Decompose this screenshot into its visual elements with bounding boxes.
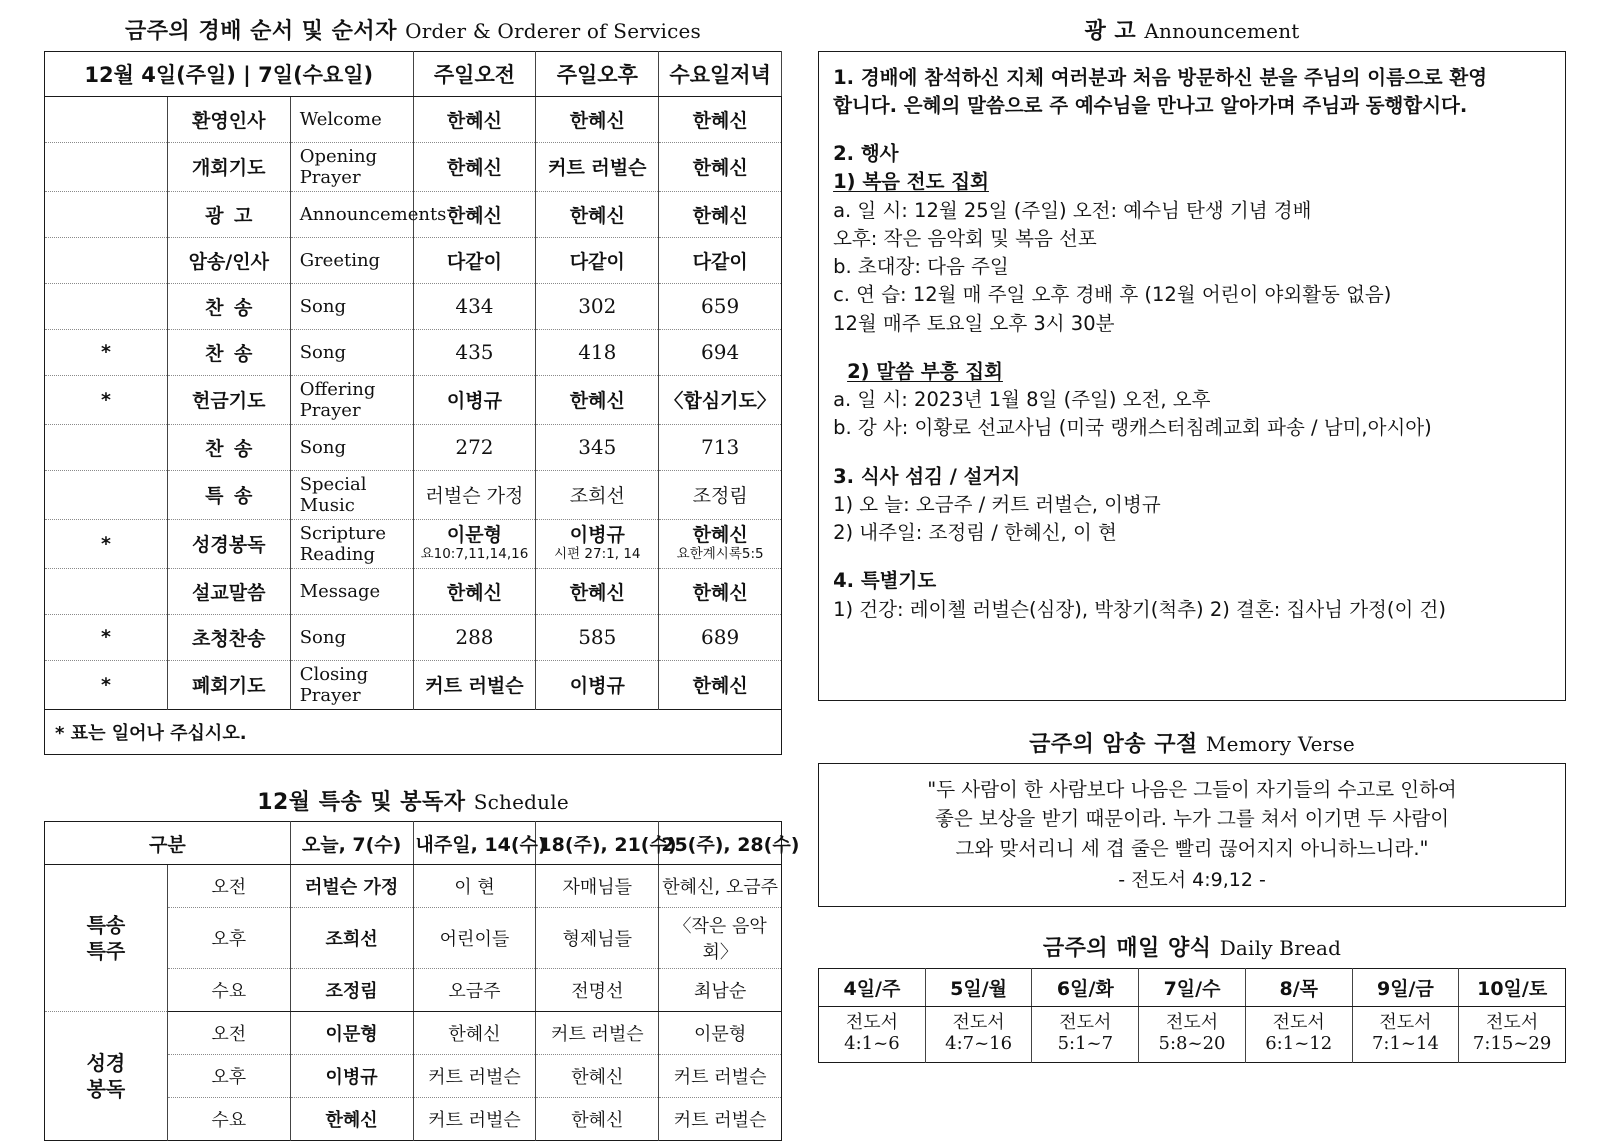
announcement-item-2-heading: 2. 행사 [833, 140, 1551, 168]
order-row-label-ko: 환영인사 [167, 96, 290, 142]
schedule-header-cell: 18(주), 21(수) [536, 822, 659, 865]
order-row-value: 435 [413, 329, 536, 375]
order-row [45, 191, 782, 237]
order-row-value: 345 [536, 424, 659, 470]
daily-bread-day-header: 5일/월 [925, 968, 1032, 1006]
order-row-value: 커트 러벌슨 [536, 142, 659, 191]
order-row-value: 이병규 [413, 375, 536, 424]
schedule-time-label: 오전 [167, 865, 290, 908]
schedule-cell: 자매님들 [536, 865, 659, 908]
order-table-body [45, 96, 782, 709]
order-row-value: 한혜신 [413, 96, 536, 142]
announcement-item-1 [833, 64, 1551, 92]
daily-bread-day-header: 4일/주 [819, 968, 926, 1006]
order-row-standing-mark [45, 424, 168, 470]
memory-verse-line-1: "두 사람이 한 사람보다 나음은 그들이 자기들의 수고로 인하여 [829, 775, 1555, 804]
schedule-time-label: 수요 [167, 969, 290, 1012]
order-row [45, 519, 782, 568]
daily-bread-book: 전도서 [1355, 1012, 1457, 1034]
order-row-standing-mark [45, 191, 168, 237]
announcement-item-1-line-2: 합니다. 은혜의 말씀으로 주 예수님을 만나고 알아가며 주님과 동행합시다. [833, 92, 1551, 120]
order-row-label-en: Song [290, 329, 413, 375]
announcement-sub-2-heading: 2) 말씀 부흥 집회 [847, 358, 1551, 386]
order-row-value: 418 [536, 329, 659, 375]
order-row-label-en: Scripture Reading [290, 519, 413, 568]
order-row-standing-mark [45, 470, 168, 519]
schedule-group-label: 성경 봉독 [45, 1012, 168, 1141]
schedule-cell: 한혜신 [536, 1055, 659, 1098]
schedule-time-label: 오후 [167, 908, 290, 969]
order-footnote: * 표는 일어나 주십시오. [45, 709, 782, 754]
memory-verse-reference: - 전도서 4:9,12 - [829, 866, 1555, 895]
announcement-title [818, 18, 1566, 46]
memory-verse-line-3: 그와 맞서리니 세 겹 줄은 빨리 끊어지지 아니하느니라." [829, 834, 1555, 863]
daily-bread-verse: 4:1~6 [821, 1033, 923, 1055]
order-row-label-en: Greeting [290, 237, 413, 283]
daily-bread-verse: 5:1~7 [1034, 1033, 1136, 1055]
announcement-box [818, 51, 1566, 701]
order-row-standing-mark: * [45, 614, 168, 660]
order-row-standing-mark: * [45, 660, 168, 709]
daily-bread-title-ko: 금주의 매일 양식 [1043, 936, 1212, 961]
order-row-value: 한혜신 [536, 375, 659, 424]
order-row-label-en: Song [290, 283, 413, 329]
order-row-value: 302 [536, 283, 659, 329]
schedule-table [44, 821, 782, 1141]
order-row-standing-mark [45, 283, 168, 329]
order-row-label-en: Special Music [290, 470, 413, 519]
schedule-cell: 커트 러벌슨 [536, 1012, 659, 1055]
daily-bread-reading-row [819, 1006, 1566, 1062]
order-row [45, 142, 782, 191]
schedule-header-cell: 구분 [45, 822, 291, 865]
daily-bread-book: 전도서 [1034, 1012, 1136, 1034]
order-row-value: 다같이 [536, 237, 659, 283]
order-row-value: 한혜신 [659, 142, 782, 191]
order-row-label-ko: 광고 [167, 191, 290, 237]
schedule-title [44, 789, 782, 817]
order-row-value: 한혜신 [536, 568, 659, 614]
order-row-label-en: Welcome [290, 96, 413, 142]
announcement-sub-1-c2: 12월 매주 토요일 오후 3시 30분 [833, 310, 1551, 338]
schedule-section [44, 789, 782, 1141]
order-row-value: 한혜신 [536, 191, 659, 237]
daily-bread-reading-cell [1245, 1006, 1352, 1062]
order-row-value: 조희선 [536, 470, 659, 519]
order-row-value: 다같이 [659, 237, 782, 283]
order-row-value: 한혜신 [413, 568, 536, 614]
announcement-item-1-line-1: 경배에 참석하신 지체 여러분과 처음 방문하신 분을 주님의 이름으로 환영 [861, 66, 1487, 89]
order-row-label-en: Closing Prayer [290, 660, 413, 709]
schedule-cell: 한혜신, 오금주 [659, 865, 782, 908]
daily-bread-day-header: 9일/금 [1352, 968, 1459, 1006]
order-row-label-ko: 개회기도 [167, 142, 290, 191]
daily-bread-table [818, 968, 1566, 1063]
order-row-label-ko: 설교말씀 [167, 568, 290, 614]
daily-bread-reading-cell [819, 1006, 926, 1062]
announcement-spacer-4 [833, 547, 1551, 567]
schedule-cell: 커트 러벌슨 [413, 1055, 536, 1098]
schedule-cell: 한혜신 [413, 1012, 536, 1055]
order-row [45, 283, 782, 329]
schedule-cell: 러벌슨 가정 [290, 865, 413, 908]
schedule-cell: 〈작은 음악회〉 [659, 908, 782, 969]
announcement-item-4-heading: 4. 특별기도 [833, 567, 1551, 595]
order-row-value: 〈합심기도〉 [659, 375, 782, 424]
schedule-title-ko: 12월 특송 및 봉독자 [257, 790, 465, 815]
memory-verse-line-2: 좋은 보상을 받기 때문이라. 누가 그를 쳐서 이기면 두 사람이 [829, 804, 1555, 833]
announcement-item-3-line-2: 2) 내주일: 조정림 / 한혜신, 이 현 [833, 519, 1551, 547]
order-row-value: 한혜신 [413, 191, 536, 237]
announcement-sub-1-a2: 오후: 작은 음악회 및 복음 선포 [833, 225, 1551, 253]
order-row-standing-mark [45, 142, 168, 191]
announcement-title-en: Announcement [1144, 19, 1299, 43]
daily-bread-book: 전도서 [1248, 1012, 1350, 1034]
order-row-label-ko: 찬송 [167, 424, 290, 470]
daily-bread-day-header: 6일/화 [1032, 968, 1139, 1006]
order-header-sun-pm: 주일오후 [536, 51, 659, 96]
order-row-label-en: Message [290, 568, 413, 614]
order-row [45, 470, 782, 519]
schedule-cell: 형제님들 [536, 908, 659, 969]
order-row-value: 한혜신 요한계시록5:5 [659, 519, 782, 568]
order-row-label-en: Opening Prayer [290, 142, 413, 191]
daily-bread-verse: 5:8~20 [1141, 1033, 1243, 1055]
daily-bread-reading-cell [1139, 1006, 1246, 1062]
order-row-value: 272 [413, 424, 536, 470]
daily-bread-reading-cell [925, 1006, 1032, 1062]
order-row [45, 329, 782, 375]
daily-bread-verse: 7:15~29 [1461, 1033, 1563, 1055]
order-row-label-en: Song [290, 614, 413, 660]
schedule-row [45, 865, 782, 908]
schedule-cell: 이문형 [659, 1012, 782, 1055]
order-row-standing-mark [45, 96, 168, 142]
order-row-value: 한혜신 [659, 568, 782, 614]
order-row-value: 713 [659, 424, 782, 470]
daily-bread-title [818, 935, 1566, 963]
order-row [45, 568, 782, 614]
order-row-label-ko: 특송 [167, 470, 290, 519]
order-row [45, 96, 782, 142]
order-header-sun-am: 주일오전 [413, 51, 536, 96]
order-row-standing-mark: * [45, 329, 168, 375]
order-row [45, 424, 782, 470]
schedule-cell: 조희선 [290, 908, 413, 969]
schedule-cell: 커트 러벌슨 [413, 1098, 536, 1141]
order-footnote-row [45, 709, 782, 754]
order-header-wed-pm: 수요일저녁 [659, 51, 782, 96]
schedule-cell: 이문형 [290, 1012, 413, 1055]
schedule-table-head [45, 822, 782, 865]
order-table-head [45, 51, 782, 96]
order-row-label-ko: 폐회기도 [167, 660, 290, 709]
order-row-value: 러벌슨 가정 [413, 470, 536, 519]
order-row [45, 614, 782, 660]
order-row-label-en: Offering Prayer [290, 375, 413, 424]
daily-bread-title-en: Daily Bread [1220, 936, 1341, 960]
order-row-value: 한혜신 [659, 191, 782, 237]
daily-bread-day-header: 7일/수 [1139, 968, 1246, 1006]
schedule-header-cell: 내주일, 14(수) [413, 822, 536, 865]
order-header-date: 12월 4일(주일) | 7일(수요일) [45, 51, 414, 96]
order-of-services-title [44, 18, 782, 46]
order-row-value: 한혜신 [536, 96, 659, 142]
order-row-value: 659 [659, 283, 782, 329]
order-row-standing-mark [45, 568, 168, 614]
daily-bread-book: 전도서 [1461, 1012, 1563, 1034]
order-row-value: 한혜신 [659, 96, 782, 142]
order-row-label-ko: 초청찬송 [167, 614, 290, 660]
order-of-services-table [44, 51, 782, 755]
announcement-item-1-number: 1. [833, 66, 854, 89]
right-column [800, 18, 1580, 1122]
order-row [45, 237, 782, 283]
order-row-standing-mark: * [45, 519, 168, 568]
schedule-cell: 이 현 [413, 865, 536, 908]
order-title-ko: 금주의 경배 순서 및 순서자 [125, 19, 397, 44]
order-row-value: 689 [659, 614, 782, 660]
order-row-standing-mark: * [45, 375, 168, 424]
daily-bread-verse: 4:7~16 [928, 1033, 1030, 1055]
announcement-sub-1-b: b. 초대장: 다음 주일 [833, 253, 1551, 281]
schedule-time-label: 수요 [167, 1098, 290, 1141]
order-row-value: 한혜신 [659, 660, 782, 709]
order-row-label-ko: 찬송 [167, 329, 290, 375]
order-row-label-ko: 성경봉독 [167, 519, 290, 568]
schedule-cell: 이병규 [290, 1055, 413, 1098]
announcement-sub-1-c: c. 연 습: 12월 매 주일 오후 경배 후 (12월 어린이 야외활동 없음) [833, 281, 1551, 309]
daily-bread-body [819, 1006, 1566, 1062]
order-row-value: 434 [413, 283, 536, 329]
daily-bread-book: 전도서 [821, 1012, 923, 1034]
schedule-title-en: Schedule [474, 790, 569, 814]
daily-bread-reading-cell [1459, 1006, 1566, 1062]
order-row-value: 694 [659, 329, 782, 375]
schedule-cell: 오금주 [413, 969, 536, 1012]
order-row-value: 이병규 [536, 660, 659, 709]
announcement-sub-2-b: b. 강 사: 이황로 선교사님 (미국 랭캐스터침례교회 파송 / 남미,아시아) [833, 414, 1551, 442]
order-title-en: Order & Orderer of Services [405, 19, 701, 43]
schedule-cell: 최남순 [659, 969, 782, 1012]
schedule-cell: 한혜신 [290, 1098, 413, 1141]
schedule-header-cell: 오늘, 7(수) [290, 822, 413, 865]
schedule-time-label: 오후 [167, 1055, 290, 1098]
announcement-sub-1-heading: 1) 복음 전도 집회 [833, 168, 1551, 196]
order-row-value: 이병규 시편 27:1, 14 [536, 519, 659, 568]
memory-verse-title-en: Memory Verse [1206, 732, 1355, 756]
daily-bread-section [818, 935, 1566, 1063]
order-row [45, 660, 782, 709]
schedule-header-cell: 25(주), 28(수) [659, 822, 782, 865]
order-row-value: 585 [536, 614, 659, 660]
schedule-cell: 조정림 [290, 969, 413, 1012]
memory-verse-box [818, 763, 1566, 907]
memory-verse-title-ko: 금주의 암송 구절 [1029, 732, 1198, 757]
order-row-value: 조정림 [659, 470, 782, 519]
order-table-foot [45, 709, 782, 754]
announcement-spacer-1 [833, 120, 1551, 140]
daily-bread-head [819, 968, 1566, 1006]
announcement-item-4-line-1: 1) 건강: 레이첼 러벌슨(심장), 박창기(척추) 2) 결혼: 집사님 가정(이 건) [833, 596, 1551, 624]
daily-bread-book: 전도서 [1141, 1012, 1243, 1034]
daily-bread-verse: 6:1~12 [1248, 1033, 1350, 1055]
schedule-cell: 전명선 [536, 969, 659, 1012]
schedule-cell: 어린이들 [413, 908, 536, 969]
schedule-cell: 커트 러벌슨 [659, 1098, 782, 1141]
schedule-header-row [45, 822, 782, 865]
order-row-value: 288 [413, 614, 536, 660]
schedule-group-label: 특송 특주 [45, 865, 168, 1012]
daily-bread-reading-cell [1352, 1006, 1459, 1062]
order-row-value: 커트 러벌슨 [413, 660, 536, 709]
announcement-item-3-heading: 3. 식사 섬김 / 설거지 [833, 463, 1551, 491]
daily-bread-reading-cell [1032, 1006, 1139, 1062]
announcement-spacer-2 [833, 338, 1551, 358]
order-row-value: 이문형 요10:7,11,14,16 [413, 519, 536, 568]
announcement-item-3-line-1: 1) 오 늘: 오금주 / 커트 러벌슨, 이병규 [833, 491, 1551, 519]
daily-bread-day-header: 8/목 [1245, 968, 1352, 1006]
order-row-label-ko: 찬송 [167, 283, 290, 329]
announcement-sub-1-a: a. 일 시: 12월 25일 (주일) 오전: 예수님 탄생 기념 경배 [833, 197, 1551, 225]
order-header-row [45, 51, 782, 96]
order-row-value: 한혜신 [413, 142, 536, 191]
announcement-title-ko: 광 고 [1085, 19, 1137, 44]
announcement-spacer-3 [833, 443, 1551, 463]
order-row-value: 다같이 [413, 237, 536, 283]
schedule-table-body [45, 865, 782, 1141]
daily-bread-verse: 7:1~14 [1355, 1033, 1457, 1055]
daily-bread-header-row [819, 968, 1566, 1006]
daily-bread-day-header: 10일/토 [1459, 968, 1566, 1006]
order-row-label-en: Song [290, 424, 413, 470]
schedule-time-label: 오전 [167, 1012, 290, 1055]
memory-verse-section [818, 731, 1566, 908]
order-row [45, 375, 782, 424]
memory-verse-title [818, 731, 1566, 759]
schedule-row [45, 1012, 782, 1055]
daily-bread-book: 전도서 [928, 1012, 1030, 1034]
order-row-label-ko: 헌금기도 [167, 375, 290, 424]
order-row-standing-mark [45, 237, 168, 283]
order-row-label-ko: 암송/인사 [167, 237, 290, 283]
left-column [20, 18, 800, 1122]
order-row-label-en: Announcements [290, 191, 413, 237]
schedule-cell: 커트 러벌슨 [659, 1055, 782, 1098]
announcement-sub-2-a: a. 일 시: 2023년 1월 8일 (주일) 오전, 오후 [833, 386, 1551, 414]
schedule-cell: 한혜신 [536, 1098, 659, 1141]
